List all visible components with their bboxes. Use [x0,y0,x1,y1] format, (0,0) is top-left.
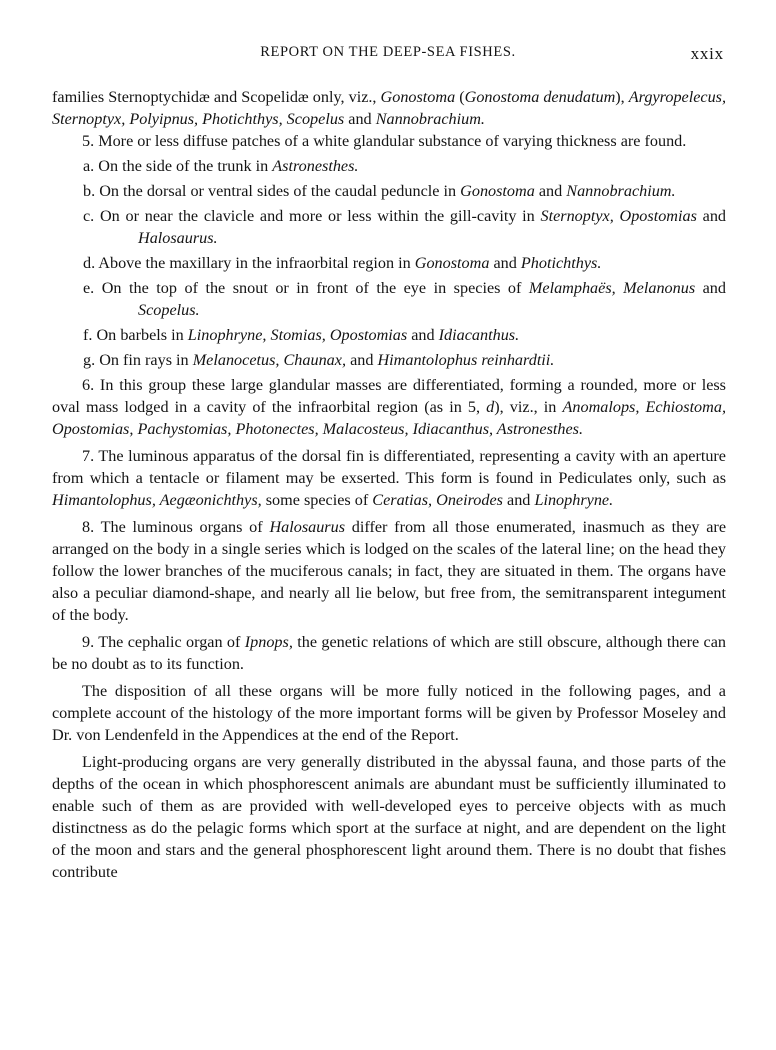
text-run: c. On or near the clavicle and more or less within the gill-cavity in [83,207,541,225]
text-run: differ from all those enumerated, inasmuch as they are arranged on the body in a single series which is lodged on the scales of the lateral line; on the head they follow the lower branches of the muciferous canals; in fact, they are situated in them. The organs have also a peculiar diamond-shape, and nearly all lie below, but free from, the semitransparent integument of the body. [52,518,727,624]
text-run: ), viz., in [494,398,563,416]
paragraph-7 [52,445,726,511]
genus-names: Linophryne, Stomias, Opostomias [187,326,408,344]
genus-name: Ipnops, [244,633,293,651]
text-run: ( [455,88,465,106]
genus-name: Gonostoma [380,88,456,106]
text-run: e. On the top of the snout or in front of the eye in species of [83,279,529,297]
text-run: g. On fin rays in [83,351,193,369]
text-run: f. On barbels in [83,326,188,344]
running-title: REPORT ON THE DEEP-SEA FISHES. [260,44,516,60]
text-run: and [489,254,521,272]
genus-name: Linophryne. [534,491,614,509]
text-run: b. On the dorsal or ventral sides of the caudal peduncle in [83,182,461,200]
text-run: 8. The luminous organs of [82,518,270,536]
genus-name: Photichthys. [520,254,602,272]
genus-name: Nannobrachium. [375,110,485,128]
list-item-c [52,205,726,249]
paragraph-disposition: The disposition of all these organs will be more fully noticed in the following pages, and a complete account of the histology of the more important forms will be given by Professor Moseley and Dr. von Lendenfeld in the Appendices at the end of the Report. [52,682,726,744]
genus-names: Anomalops, Echiostoma, Opostomias, Pachystomias, Photonectes, Malacosteus, Idiacanthus, Astronesthes. [52,398,726,438]
genus-name: Idiacanthus. [438,326,520,344]
genus-name: Halosaurus. [138,229,218,247]
subsection-letter: d [486,398,495,416]
genus-names: Argyropelecus, Sternoptyx, Polyipnus, Photichthys, Scopelus [52,88,727,128]
genus-name: Astronesthes. [272,157,359,175]
paragraph-8 [52,516,726,626]
text-run: and [346,351,378,369]
text-run: and [502,491,535,509]
paragraph-5: 5. More or less diffuse patches of a white glandular substance of varying thickness are found. [82,132,687,150]
text-run: a. On the side of the trunk in [83,157,273,175]
genus-name: Gonostoma [460,182,535,200]
genus-name: Halosaurus [269,518,345,536]
text-run: some species of [261,491,373,509]
genus-names: Himantolophus, Aegæonichthys, [52,491,262,509]
text-run: 7. The luminous apparatus of the dorsal fin is differentiated, representing a cavity with an aperture from which a tentacle or filament may be exserted. This form is found in Pediculates only, such as [52,447,726,487]
text-run: 6. In this group these large glandular masses are differentiated, forming a rounded, more or less oval mass lodged in a cavity of the infraorbital region (as in 5, [52,376,726,416]
text-run: and [344,110,376,128]
text-run: and [695,279,726,297]
genus-name: Gonostoma [414,254,490,272]
genus-name: Scopelus. [138,301,200,319]
page-header [52,44,724,66]
species-name: Himantolophus reinhardtii. [377,351,555,369]
list-item-e [52,277,726,321]
genus-names: Ceratias, Oneirodes [372,491,503,509]
genus-names: Melanocetus, Chaunax, [192,351,347,369]
page-number: xxix [690,44,724,63]
text-run: and [534,182,567,200]
list-item-f [52,324,726,346]
genus-names: Melamphaës, Melanonus [528,279,696,297]
paragraph-6 [52,374,726,440]
list-item-b [52,180,726,202]
paragraph-light-producing: Light-producing organs are very generally distributed in the abyssal fauna, and those parts of the depths of the ocean in which phosphorescent animals are abundant must be sufficiently illuminated to enable such of them as are provided with well-developed eyes to perceive objects with as much distinctness as do the pelagic forms which sport at the surface at night, and are dependent on the light of the moon and stars and the general phosphorescent light around them. There is no doubt that fishes contribute [52,753,726,881]
text-run: d. Above the maxillary in the infraorbital region in [83,254,415,272]
paragraph-continued [52,86,726,130]
genus-name: Nannobrachium. [566,182,676,200]
species-name: Gonostoma denudatum [464,88,616,106]
text-body [52,86,726,883]
list-item-g [52,349,726,371]
paragraph-9 [52,631,726,675]
text-run: and [407,326,439,344]
text-run: and [696,207,727,225]
text-run: 9. The cephalic organ of [82,633,245,651]
genus-names: Sternoptyx, Opostomias [540,207,697,225]
text-run: ), [615,88,629,106]
text-run: families Sternoptychidæ and Scopelidæ only, viz., [52,88,381,106]
text-run: the genetic relations of which are still obscure, although there can be no doubt as to its function. [52,633,726,673]
list-item-a [52,155,726,177]
list-item-d [52,252,726,274]
